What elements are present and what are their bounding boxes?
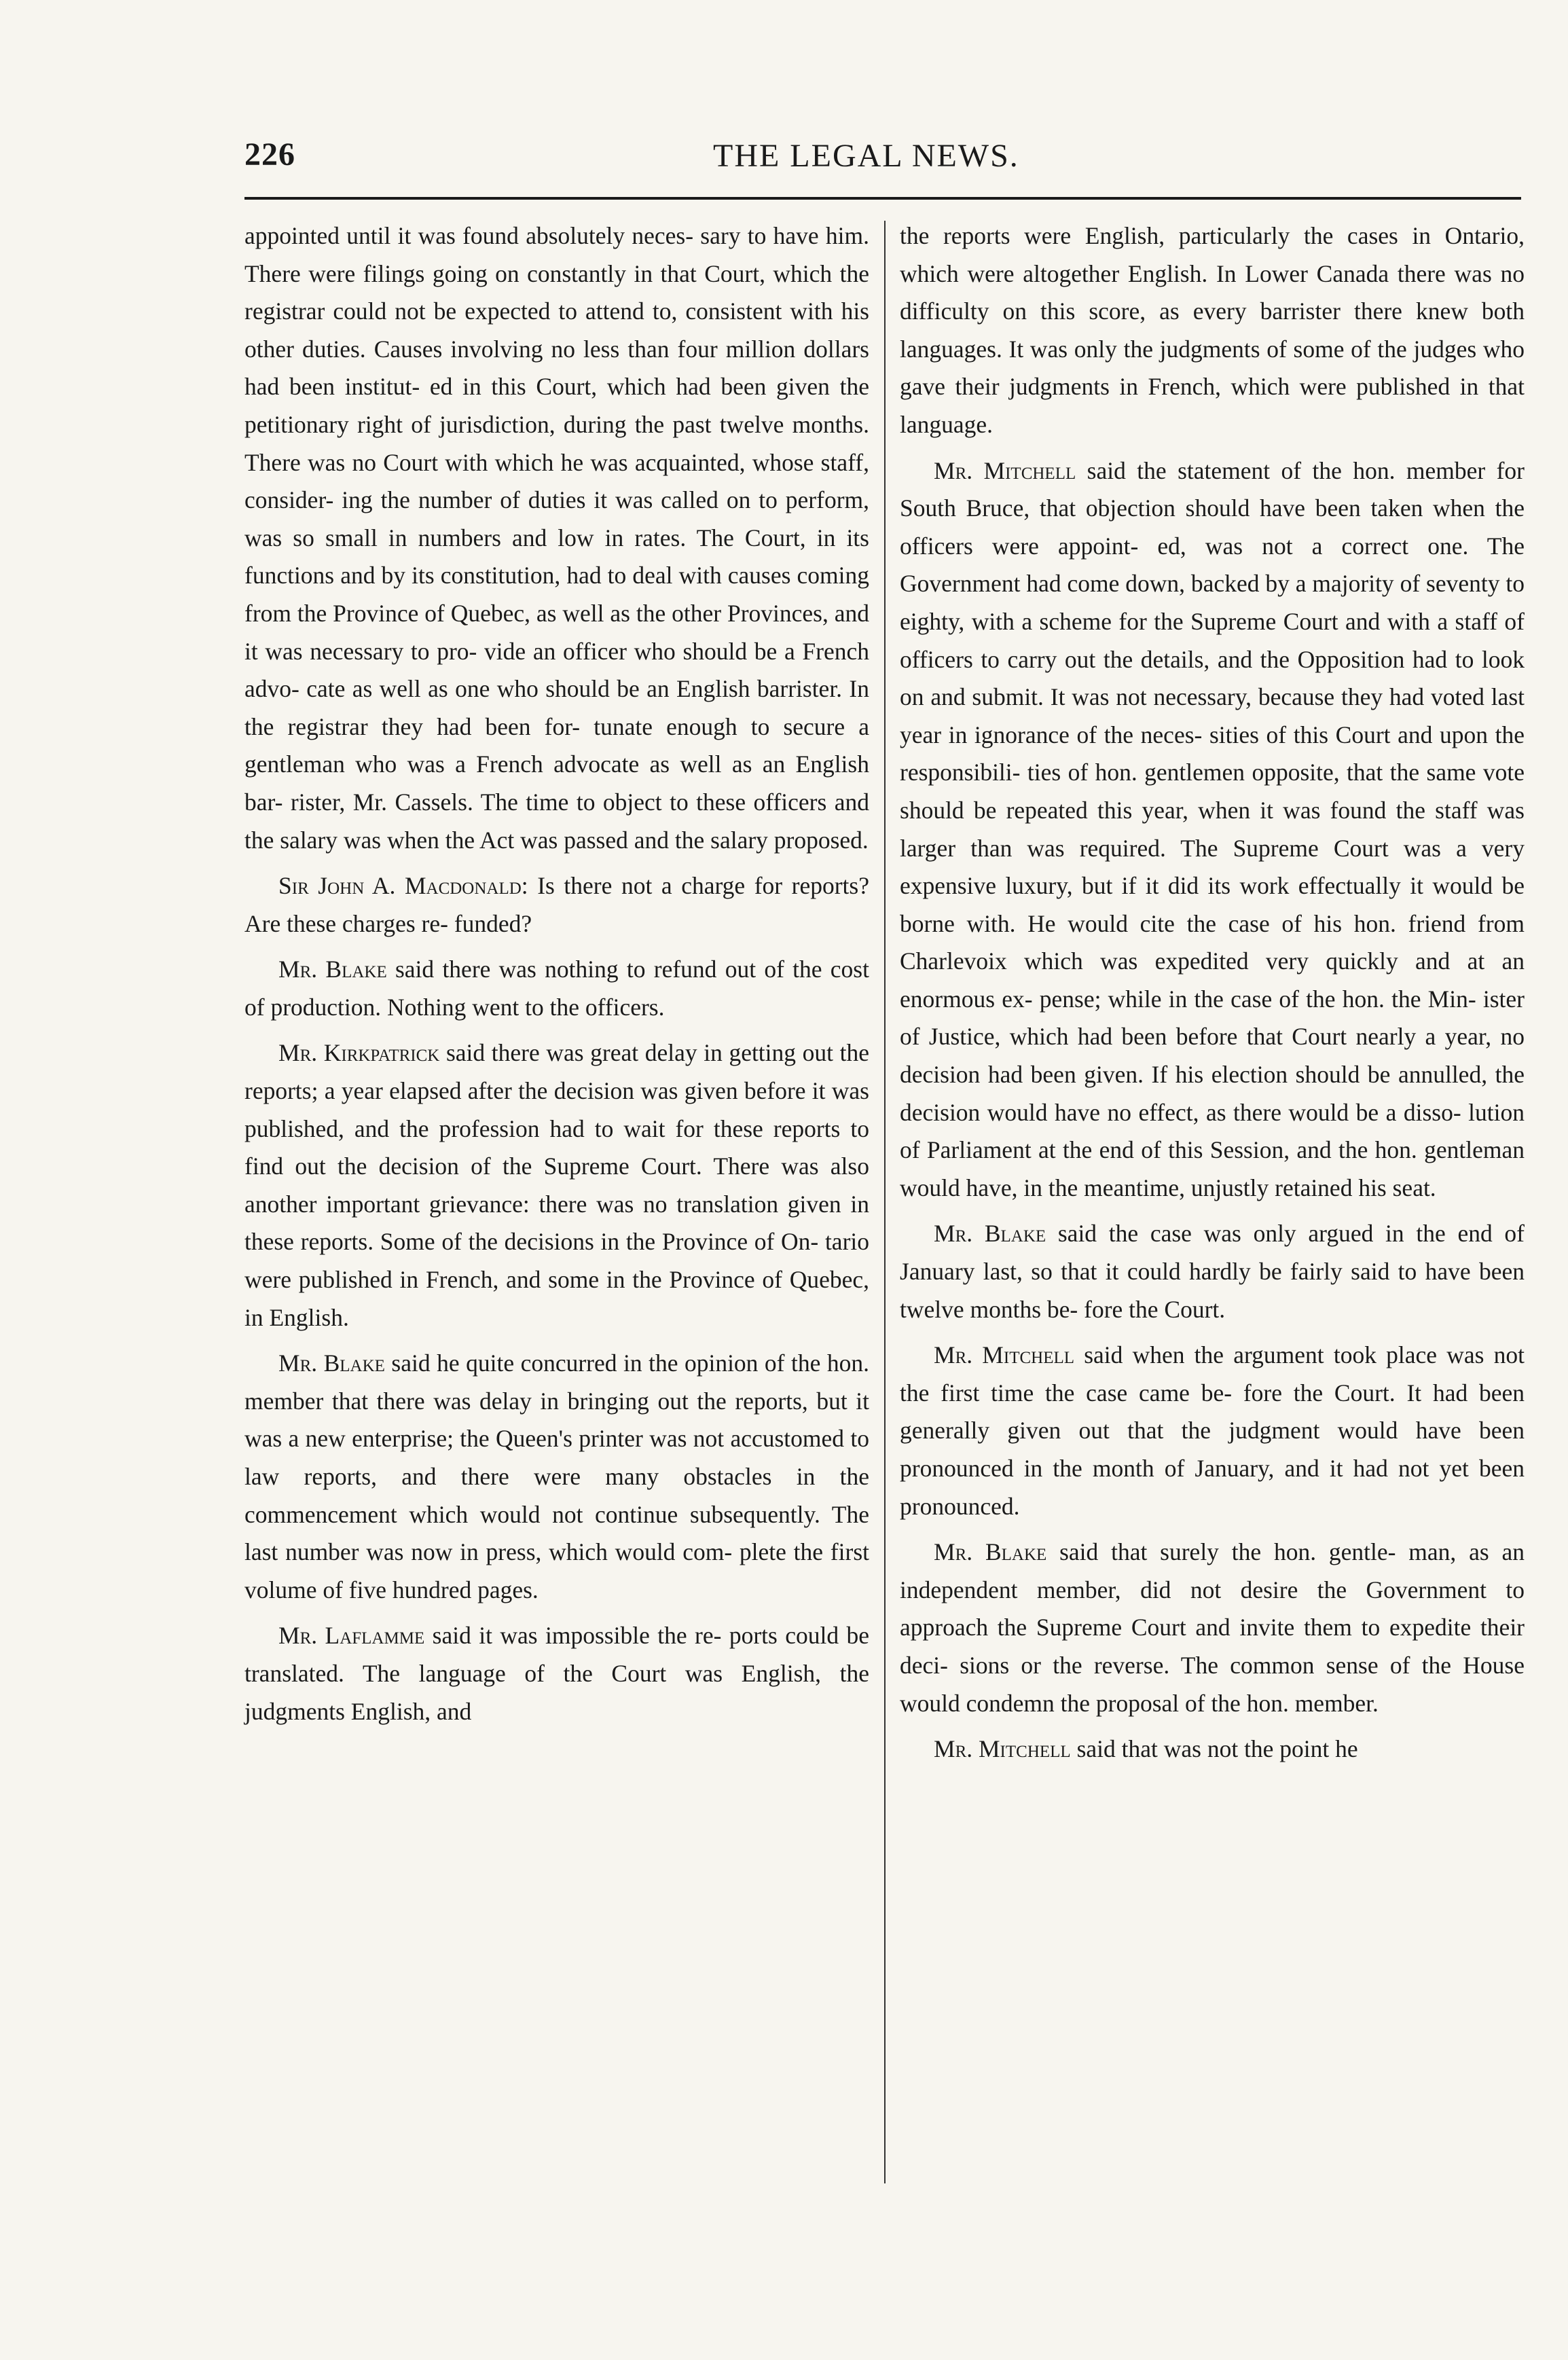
speaker-name: Mr. Mitchell (934, 1735, 1071, 1763)
speaker-name: Mr. Blake (278, 1349, 385, 1377)
paragraph-text: the reports were English, particularly the cases in Ontario, which were altogether English. In Lower Canada there was no difficulty on this score, as every barrister there knew both languages. It was only the judgments of some of the judges who gave their judgments in French, which were published in that language. (900, 222, 1525, 438)
paragraph-text: said there was great delay in getting out the reports; a year elapsed after the decision was given before it was published, and the profession had to wait for these reports to find out the decision of the Supreme Court. There was also another important grievance: there was no translation given in these reports. Some of the decisions in the Province of On- tario were published in French, and some in the Province of Quebec, in English. (244, 1039, 870, 1331)
paragraph-text: said when the argument took place was not the first time the case came be- fore the Court. It had been generally given out that the judgment would have been pronounced in the month of January, and it had not yet been pronounced. (900, 1341, 1525, 1520)
speaker-name: Mr. Blake (278, 956, 387, 983)
page-header (244, 136, 1521, 197)
paragraph-text: said that surely the hon. gentle- man, as an independent member, did not desire the Government to approach the Supreme Court and invite them to expedite their deci- sions or the reverse. The common sense of the House would condemn the proposal of the hon. member. (900, 1538, 1525, 1717)
right-column (900, 217, 1525, 1777)
paragraph (244, 1617, 869, 1730)
paragraph (244, 867, 869, 943)
paragraph (900, 452, 1525, 1208)
header-rule (244, 197, 1521, 200)
speaker-name: Mr. Blake (934, 1538, 1047, 1566)
journal-title: THE LEGAL NEWS. (713, 138, 1019, 174)
paragraph-text: said he quite concurred in the opinion of the hon. member that there was delay in bringing out the reports, but it was a new enterprise; the Queen's printer was not accustomed to law reports, and there were many obstacles in the commencement which would not continue subsequently. The last number was now in press, which would com- plete the first volume of five hundred pages. (244, 1349, 869, 1603)
left-column (244, 217, 869, 1739)
speaker-name: Mr. Mitchell (934, 1341, 1075, 1369)
column-divider (884, 221, 886, 2183)
paragraph (900, 1730, 1525, 1768)
paragraph-text: Is there not a charge for reports? Are these charges re- funded? (244, 872, 869, 937)
speaker-name: Mr. Blake (934, 1220, 1046, 1248)
paragraph (900, 1337, 1525, 1525)
paragraph (244, 1345, 869, 1609)
paragraph (900, 217, 1525, 444)
paragraph-text: said the statement of the hon. member for South Bruce, that objection should have been taken when the officers were appoint- ed, was not a correct one. The Government had come down, backed by a majority of seventy to eighty, with a scheme for the Supreme Court and with a staff of officers to carry out the details, and the Opposition had to look on and submit. It was not necessary, because they had voted last year in ignorance of the neces- sities of this Court and upon the responsibili- ties of hon. gentlemen opposite, that the same vote should be repeated this year, when it was found the staff was larger than was required. The Supreme Court was a very expensive luxury, but if it did its work effectually it would be borne with. He would cite the case of his hon. friend from Charlevoix which was expedited very quickly and at an enormous ex- pense; while in the case of the hon. the Min- ister of Justice, which had been before that Court nearly a year, no decision had been given. If his election should be annulled, the decision would have no effect, as there would be a disso- lution of Parliament at the end of this Session, and the hon. gentleman would have, in the meantime, unjustly retained his seat. (900, 456, 1525, 1201)
paragraph-text: said the case was only argued in the end of January last, so that it could hardly be fairly said to have been twelve months be- fore the Court. (900, 1220, 1525, 1323)
paragraph (900, 1215, 1525, 1328)
speaker-name: Sir John A. Macdonald: (278, 872, 528, 900)
paragraph (244, 951, 869, 1026)
paragraph (900, 1533, 1525, 1722)
paragraph-text: said there was nothing to refund out of the cost of production. Nothing went to the officers. (244, 956, 869, 1021)
page-number: 226 (244, 137, 295, 173)
speaker-name: Mr. Mitchell (934, 456, 1076, 484)
speaker-name: Mr. Laflamme (278, 1622, 425, 1650)
speaker-name: Mr. Kirkpatrick (278, 1039, 440, 1067)
paragraph (244, 217, 869, 859)
paragraph-text: said it was impossible the re- ports could be translated. The language of the Court was English, the judgments English, and (244, 1622, 870, 1725)
paragraph-text: appointed until it was found absolutely neces- sary to have him. There were filings going on constantly in that Court, which the registrar could not be expected to attend to, consistent with his other duties. Causes involving no less than four million dollars had been institut- ed in this Court, which had been given the petitionary right of jurisdiction, during the past twelve months. There was no Court with which he was acquainted, whose staff, consider- ing the number of duties it was called on to perform, was so small in numbers and low in rates. The Court, in its functions and by its constitution, had to deal with causes coming from the Province of Quebec, as well as the other Provinces, and it was necessary to pro- vide an officer who should be a French advo- cate as well as one who should be an English barrister. In the registrar they had been for- tunate enough to secure a gentleman who was a French advocate as well as an English bar- rister, Mr. Cassels. The time to object to these officers and the salary was when the Act was passed and the salary proposed. (244, 222, 869, 854)
paragraph-text: said that was not the point he (1070, 1735, 1358, 1763)
paragraph (244, 1034, 869, 1337)
